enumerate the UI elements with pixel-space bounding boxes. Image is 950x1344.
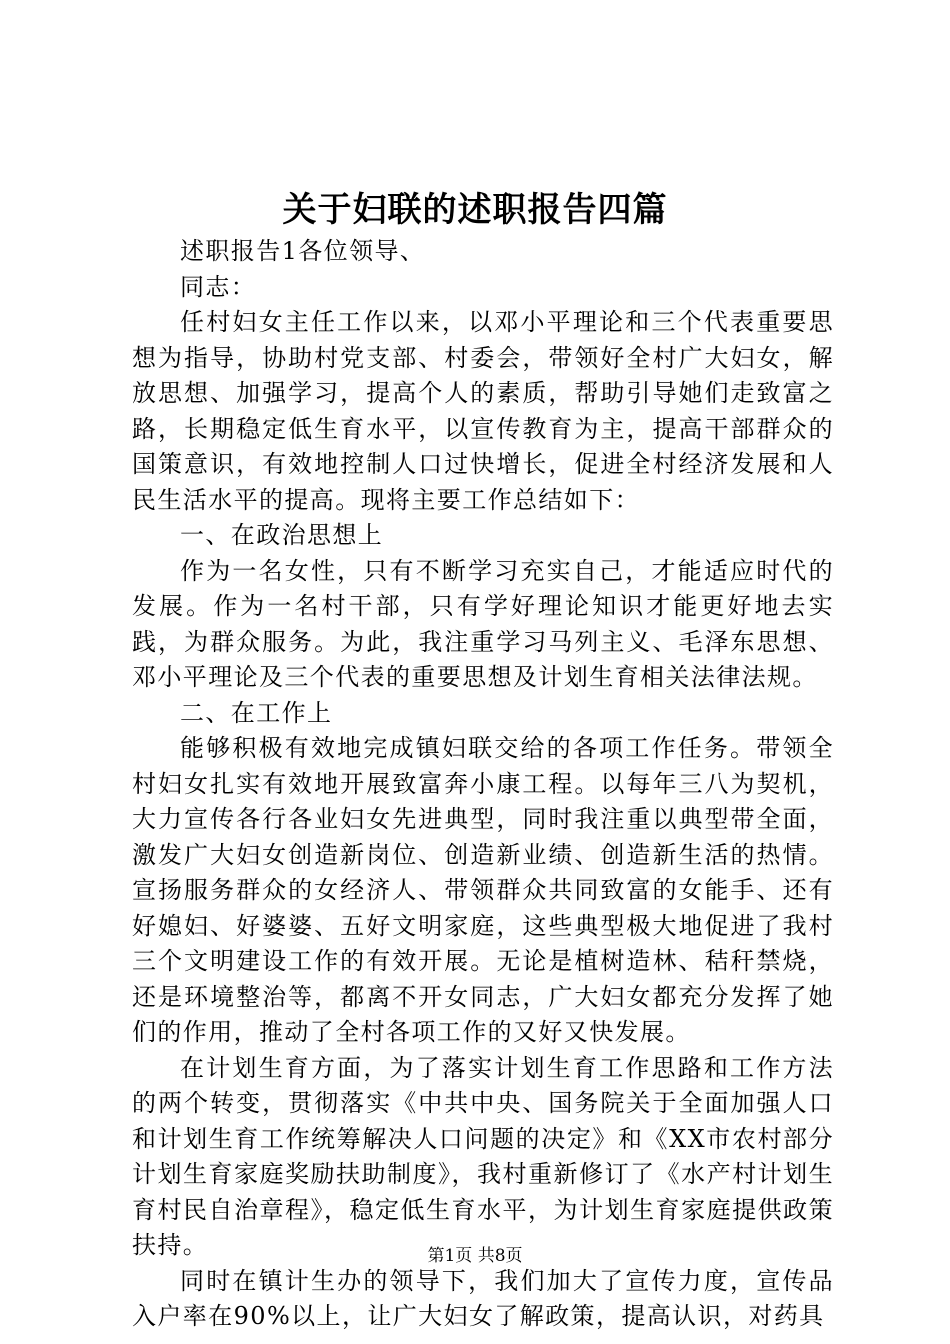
paragraph-family-planning: 在计划生育方面，为了落实计划生育工作思路和工作方法的两个转变，贯彻落实《中共中央、国务院关于全面加强人口和计划生育工作统筹解决人口问题的决定》和《XX市农村部分计划生育家庭奖励扶助制度》，我村重新修订了《水产村计划生育村民自治章程》，稳定低生育水平，为计划生育家庭提供政策扶持。	[132, 1053, 834, 1259]
section-heading-work: 二、在工作上	[180, 698, 333, 727]
paragraph-salutation: 同志：	[180, 272, 257, 301]
paragraph-intro: 任村妇女主任工作以来，以邓小平理论和三个代表重要思想为指导，协助村党支部、村委会，带领好全村广大妇女，解放思想、加强学习，提高个人的素质，帮助引导她们走致富之路，长期稳定低生育水平，以宣传教育为主，提高干部群众的国策意识，有效地控制人口过快增长，促进全村经济发展和人民生活水平的提高。现将主要工作总结如下：	[132, 308, 834, 514]
paragraph-greeting: 述职报告1各位领导、	[180, 237, 426, 265]
paragraph-publicity: 同时在镇计生办的领导下，我们加大了宣传力度，宣传品入户率在90%以上，让广大妇女了解政策，提高认识，对药具	[132, 1266, 834, 1330]
paragraph-politics: 作为一名女性，只有不断学习充实自己，才能适应时代的发展。作为一名村干部，只有学好理论知识才能更好地去实践，为群众服务。为此，我注重学习马列主义、毛泽东思想、邓小平理论及三个代表的重要思想及计划生育相关法律法规。	[132, 556, 834, 691]
document-body	[132, 234, 834, 1335]
section-heading-politics: 一、在政治思想上	[180, 521, 384, 549]
document-title: 关于妇联的述职报告四篇	[282, 190, 668, 230]
page-footer: 第1页 共8页	[427, 1246, 523, 1266]
paragraph-work: 能够积极有效地完成镇妇联交给的各项工作任务。带领全村妇女扎实有效地开展致富奔小康工程。以每年三八为契机，大力宣传各行各业妇女先进典型，同时我注重以典型带全面，激发广大妇女创造新岗位、创造新业绩、创造新生活的热情。宣扬服务群众的女经济人、带领群众共同致富的女能手、还有好媳妇、好婆婆、五好文明家庭，这些典型极大地促进了我村三个文明建设工作的有效开展。无论是植树造林、秸秆禁烧，还是环境整治等，都离不开女同志，广大妇女都充分发挥了她们的作用，推动了全村各项工作的又好又快发展。	[132, 734, 834, 1046]
